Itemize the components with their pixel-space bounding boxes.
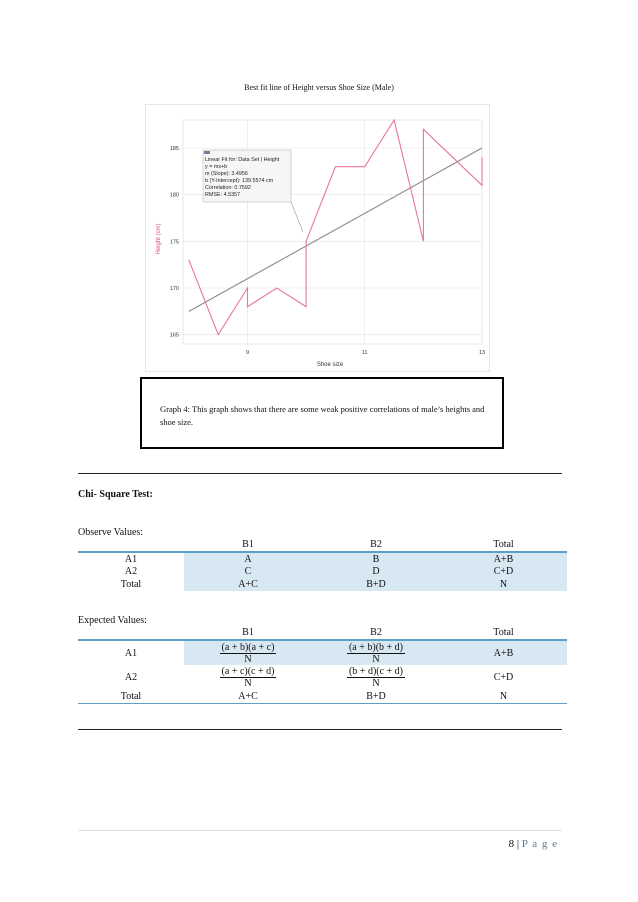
table-cell: B <box>312 552 440 565</box>
table-row <box>78 578 567 591</box>
footer-separator: | <box>516 838 520 850</box>
fit-box-line: m (Slope): 3.4956 <box>205 171 248 177</box>
y-axis-label: Height (cm) <box>156 223 162 255</box>
x-tick-label: 13 <box>478 350 486 356</box>
fraction-denominator: N <box>244 678 252 689</box>
table-cell: C <box>184 565 312 578</box>
table-cell: N <box>440 578 567 591</box>
header-cell: B2 <box>370 626 382 638</box>
expected-table <box>78 625 567 704</box>
fit-box-line: y = mx+b <box>205 164 228 170</box>
fraction-numerator: (a + b)(a + c) <box>221 641 275 653</box>
page-word: P a g e <box>521 838 558 850</box>
row-label: Total <box>120 690 142 702</box>
table-cell: A+C <box>238 690 258 702</box>
graph-caption: Graph 4: This graph shows that there are some weak positive correlations of male’s heights and shoe size. <box>160 404 485 427</box>
table-cell: B+D <box>366 690 386 702</box>
x-tick-label: 9 <box>245 350 250 356</box>
table-row <box>78 665 567 690</box>
page-footer <box>509 838 558 850</box>
y-tick-label: 170 <box>169 286 179 292</box>
observed-label: Observe Values: <box>78 527 144 538</box>
y-tick-label: 165 <box>169 332 179 339</box>
divider-top <box>78 473 562 474</box>
y-tick-label: 180 <box>169 192 179 199</box>
table-row <box>78 552 567 565</box>
fraction-numerator: (b + d)(c + d) <box>348 666 404 677</box>
header-cell: B1 <box>242 538 254 550</box>
header-cell: Total <box>493 626 514 638</box>
header-cell <box>78 537 184 552</box>
fit-box-line: RMSE: 4.5357 <box>205 192 241 198</box>
formula-cell <box>184 640 312 665</box>
x-tick-label: 11 <box>361 350 368 356</box>
fraction-denominator: N <box>372 678 380 689</box>
row-label: A2 <box>124 672 138 683</box>
fit-box-line: b (Y-Intercept): 139.5574 cm <box>205 178 274 184</box>
table-cell: A <box>184 552 312 565</box>
fraction-denominator: N <box>244 653 252 665</box>
row-label: A1 <box>124 553 138 565</box>
header-cell: Total <box>493 538 514 550</box>
height-vs-shoe-size-chart <box>145 104 490 372</box>
header-cell: B1 <box>242 626 254 638</box>
formula-cell <box>184 665 312 690</box>
table-cell: N <box>499 690 508 702</box>
table-row <box>78 640 567 665</box>
expected-label: Expected Values: <box>78 615 147 626</box>
table-cell: A+B <box>440 552 567 565</box>
y-tick-label: 175 <box>169 239 179 246</box>
table-row <box>78 565 567 578</box>
footer-rule <box>78 830 562 831</box>
row-label: A1 <box>124 647 138 659</box>
table-cell: D <box>312 565 440 578</box>
row-label: A2 <box>124 566 138 577</box>
section-heading: Chi- Square Test: <box>78 489 153 500</box>
table-cell: C+D <box>493 672 514 683</box>
row-label: Total <box>120 579 142 590</box>
fraction-numerator: (a + c)(c + d) <box>221 666 275 677</box>
divider-bottom <box>78 729 562 730</box>
fit-box-line: Correlation: 0.7592 <box>205 185 251 191</box>
formula-cell <box>312 640 440 665</box>
table-cell: A+C <box>184 578 312 591</box>
fraction-denominator: N <box>372 653 380 665</box>
formula-cell <box>312 665 440 690</box>
chart-title: Best fit line of Height versus Shoe Size (Male) <box>244 83 394 92</box>
header-cell <box>78 625 184 640</box>
fit-box-header: Linear Fit for: Data Set | Height <box>205 157 280 163</box>
table-cell: C+D <box>440 565 567 578</box>
x-axis-label: Shoe size <box>316 362 344 368</box>
y-tick-label: 185 <box>169 146 179 152</box>
table-cell: B+D <box>312 578 440 591</box>
header-cell: B2 <box>370 538 382 550</box>
observed-table <box>78 537 567 591</box>
table-cell: A+B <box>440 640 567 665</box>
fraction-numerator: (a + b)(b + d) <box>348 641 404 653</box>
table-row <box>78 690 567 703</box>
page-number: 8 <box>508 838 515 850</box>
